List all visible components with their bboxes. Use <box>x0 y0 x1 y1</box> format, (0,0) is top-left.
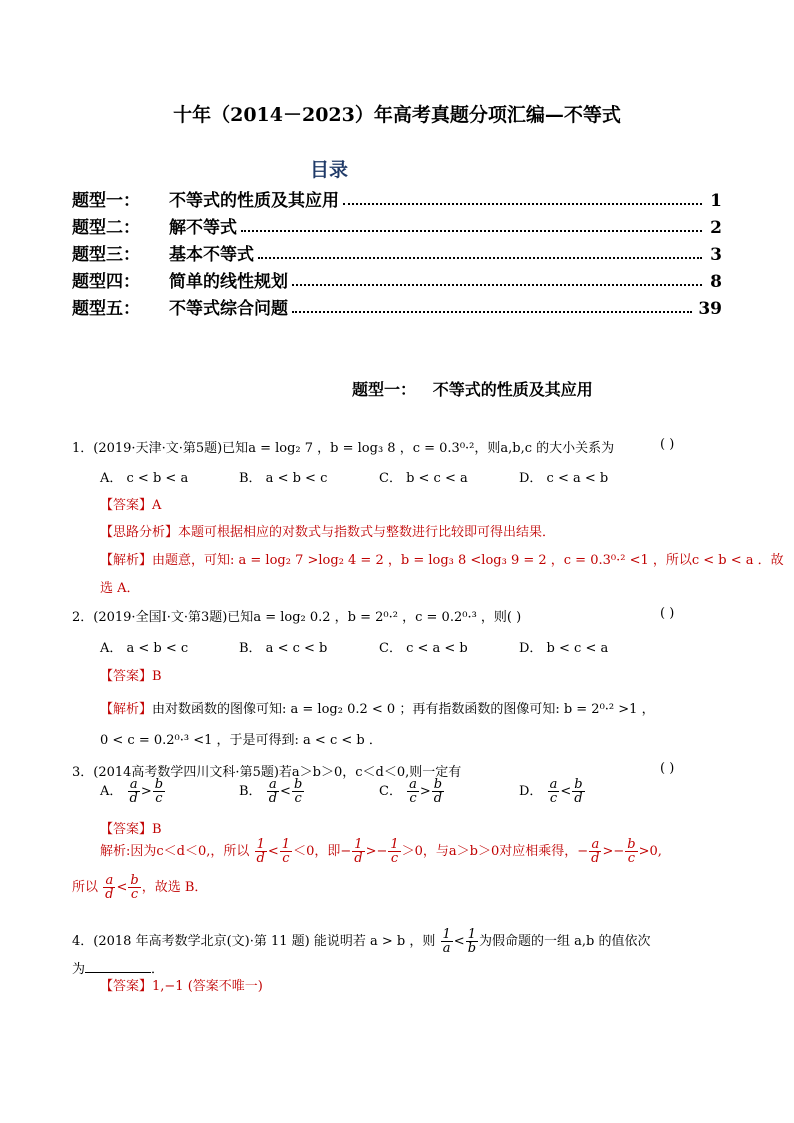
q3-number: 3． <box>72 765 94 780</box>
q1-answer-paren: ( ) <box>660 437 675 452</box>
fraction-b-over-d: $\frac{b}{d}$ <box>574 777 583 806</box>
q1-source: (2019·天津·文·第5题)已知 <box>93 441 249 456</box>
q2-option-d: D． b < c < a <box>519 641 609 656</box>
toc-item-label: 题型一： <box>72 191 140 211</box>
q1-stem: 1．(2019·天津·文·第5题)已知a = log₂ 7 ，b = log₃ 8 ，c = 0.3⁰·²，则a,b,c 的大小关系为 <box>72 441 615 456</box>
section-title: 不等式的性质及其应用 <box>432 380 593 399</box>
q1-analysis-line1 <box>100 549 784 568</box>
q3-analysis-1b: ＜0，即− <box>293 844 352 859</box>
q3-option-b: B． $\frac{a}{d}$ < $\frac{b}{c}$ <box>239 777 303 806</box>
toc-item-label: 题型五： <box>72 299 140 319</box>
answer-tag: 【答案】 <box>100 979 153 994</box>
q2-answer <box>100 665 162 684</box>
q3-analysis-line1: 解析:因为c＜d＜0,，所以 $\frac{1}{d}$ < $\frac{1}{c}$ ＜0，即− $\frac{1}{d}$ >− $\frac{1}{c}$ ＞0，与a＞b＞0对应相乘得，− $\frac{a}{d}$ >− $\frac{b}{c}$ >0, <box>100 837 662 866</box>
q2-source: (2019·全国Ⅰ·文·第3题)已知 <box>93 610 254 625</box>
fraction-1-over-c: $\frac{1}{c}$ <box>390 837 399 866</box>
toc-item-4[interactable] <box>72 266 722 292</box>
q1-idea <box>100 521 555 540</box>
fraction-a-over-c: $\frac{a}{c}$ <box>409 777 417 806</box>
fraction-1-over-d: $\frac{1}{d}$ <box>354 837 363 866</box>
q1-option-a: A． c < b < a <box>100 471 189 486</box>
q2-option-a: A． a < b < c <box>100 641 189 656</box>
q2-stem <box>72 606 521 625</box>
q3-option-b-label: B． <box>239 784 262 799</box>
q4-answer-value: 1,−1 (答案不唯一) <box>152 979 263 994</box>
q2-option-b: B． a < c < b <box>239 641 328 656</box>
toc-item-page: 1 <box>710 191 722 211</box>
fraction-b-over-d: $\frac{b}{d}$ <box>433 777 443 806</box>
q4-line2-text: 为 <box>72 962 86 977</box>
toc-item-label: 题型三： <box>72 245 140 265</box>
toc-item-1[interactable] <box>72 185 722 211</box>
toc-item-text: 不等式综合问题 <box>169 299 288 319</box>
q1-answer-value: A <box>152 498 162 513</box>
fraction-1-over-d: $\frac{1}{d}$ <box>256 837 265 866</box>
q4-ask: 为假命题的一组 a,b 的值依次 <box>479 934 651 949</box>
q3-option-a: A． $\frac{a}{d}$ > $\frac{b}{c}$ <box>100 777 164 806</box>
q4-blank[interactable] <box>85 960 151 973</box>
q3-source: (2014高考数学四川文科·第5题)若a＞b＞0，c＜d＜0,则一定有 <box>93 765 462 780</box>
section-heading <box>352 377 593 400</box>
fraction-b-over-c: $\frac{b}{c}$ <box>130 873 139 902</box>
q2-analysis-line2: 0 < c = 0.2⁰·³ <1 ，于是可得到: a < c < b ． <box>100 733 382 748</box>
toc-item-page: 8 <box>710 272 722 292</box>
q3-option-c: C． $\frac{a}{c}$ > $\frac{b}{d}$ <box>379 777 443 806</box>
q4-source: (2018 年高考数学北京(文)·第 11 题) 能说明若 a > b ，则 <box>93 934 436 949</box>
analysis-tag: 【解析】 <box>100 702 153 717</box>
q3-option-c-label: C． <box>379 784 402 799</box>
q2-answer-paren: ( ) <box>660 606 675 621</box>
q1-option-b: B． a < b < c <box>239 471 328 486</box>
q2-analysis-line1 <box>100 698 655 717</box>
answer-tag: 【答案】 <box>100 669 153 684</box>
q2-analysis-text-1: 由对数函数的图像可知: a = log₂ 0.2 < 0 ；再有指数函数的图像可知: b = 2⁰·² >1 ， <box>152 702 655 717</box>
toc-leader <box>258 257 702 259</box>
toc-leader <box>241 230 702 232</box>
fraction-1-over-b: $\frac{1}{b}$ <box>467 927 477 956</box>
toc-item-label: 题型二： <box>72 218 140 238</box>
fraction-a-over-d: $\frac{a}{d}$ <box>268 777 278 806</box>
q3-answer-paren: ( ) <box>660 761 675 776</box>
toc-item-text: 简单的线性规划 <box>169 272 288 292</box>
analysis-tag: 【解析】 <box>100 553 153 568</box>
q2-conds: a = log₂ 0.2 ，b = 2⁰·² ，c = 0.2⁰·³ ，则( ) <box>253 610 522 625</box>
q1-cond-c: c = 0.3⁰·² <box>412 441 475 456</box>
q3-analysis-2a: 所以 <box>72 880 99 895</box>
answer-tag: 【答案】 <box>100 822 153 837</box>
fraction-b-over-c: $\frac{b}{c}$ <box>293 777 303 806</box>
answer-tag: 【答案】 <box>100 498 153 513</box>
section-label: 题型一： <box>352 380 417 399</box>
fraction-a-over-c: $\frac{a}{c}$ <box>549 777 558 806</box>
q3-answer-value: B <box>152 822 162 837</box>
q2-number: 2． <box>72 610 94 625</box>
toc-item-page: 3 <box>710 245 722 265</box>
toc-heading: 目录 <box>310 159 349 181</box>
toc-item-text: 解不等式 <box>169 218 237 238</box>
q3-option-a-label: A． <box>100 784 123 799</box>
toc-item-2[interactable] <box>72 212 722 238</box>
toc-leader <box>292 311 692 313</box>
q1-cond-a: a = log₂ 7 <box>248 441 314 456</box>
q3-analysis-line2: 所以 $\frac{a}{d}$ < $\frac{b}{c}$ ，故选 B． <box>72 873 208 902</box>
fraction-a-over-d: $\frac{a}{d}$ <box>105 873 114 902</box>
q2-option-c: C． c < a < b <box>379 641 468 656</box>
q3-option-d: D． $\frac{a}{c}$ < $\frac{b}{d}$ <box>519 777 583 806</box>
toc-item-5[interactable] <box>72 293 722 319</box>
q4-stem: 4．(2018 年高考数学北京(文)·第 11 题) 能说明若 a > b ，则 $\frac{1}{a}$ < $\frac{1}{b}$ 为假命题的一组 a,b 的值依次 <box>72 927 651 956</box>
q2-answer-value: B <box>152 669 162 684</box>
toc-leader <box>292 284 702 286</box>
q1-option-c: C． b < c < a <box>379 471 468 486</box>
fraction-b-over-c: $\frac{b}{c}$ <box>154 777 164 806</box>
document-title: 十年（2014－2023）年高考真题分项汇编—不等式 <box>173 104 621 126</box>
q3-analysis-1c: ＞0，与a＞b＞0对应相乘得，− <box>401 844 589 859</box>
q1-cond-b: b = log₃ 8 <box>330 441 396 456</box>
toc-item-label: 题型四： <box>72 272 140 292</box>
q1-answer <box>100 494 161 513</box>
q1-number: 1． <box>72 441 94 456</box>
q4-line2-end: ． <box>151 962 165 977</box>
q3-option-d-label: D． <box>519 784 543 799</box>
toc-item-text: 不等式的性质及其应用 <box>169 191 339 211</box>
fraction-a-over-d: $\frac{a}{d}$ <box>591 837 600 866</box>
q3-analysis-label: 解析: <box>100 844 131 859</box>
fraction-1-over-c: $\frac{1}{c}$ <box>281 837 291 866</box>
q1-analysis-line2: 选 A． <box>100 581 140 596</box>
q3-analysis-2b: ，故选 B． <box>141 880 208 895</box>
q1-ask: ，则a,b,c 的大小关系为 <box>474 441 615 456</box>
q1-idea-text: 本题可根据相应的对数式与指数式与整数进行比较即可得出结果． <box>178 525 556 540</box>
fraction-a-over-d: $\frac{a}{d}$ <box>129 777 138 806</box>
q1-option-d: D． c < a < b <box>519 471 609 486</box>
idea-tag: 【思路分析】 <box>100 525 179 540</box>
toc-item-page: 2 <box>710 218 722 238</box>
fraction-b-over-c: $\frac{b}{c}$ <box>627 837 636 866</box>
toc-item-text: 基本不等式 <box>169 245 254 265</box>
q1-analysis-text-1: 由题意，可知: a = log₂ 7 >log₂ 4 = 2 ，b = log₃ 8 <log₃ 9 = 2 ，c = 0.3⁰·² <1 ，所以c < b < a ．故 <box>152 553 784 568</box>
q3-analysis-1a: 因为c＜d＜0,，所以 <box>130 844 250 859</box>
q3-answer <box>100 818 162 837</box>
toc-item-page: 39 <box>698 299 722 319</box>
q4-number: 4． <box>72 934 94 949</box>
q4-answer <box>100 975 263 994</box>
fraction-1-over-a: $\frac{1}{a}$ <box>442 927 451 956</box>
toc-item-3[interactable] <box>72 239 722 265</box>
toc-leader <box>343 203 702 205</box>
